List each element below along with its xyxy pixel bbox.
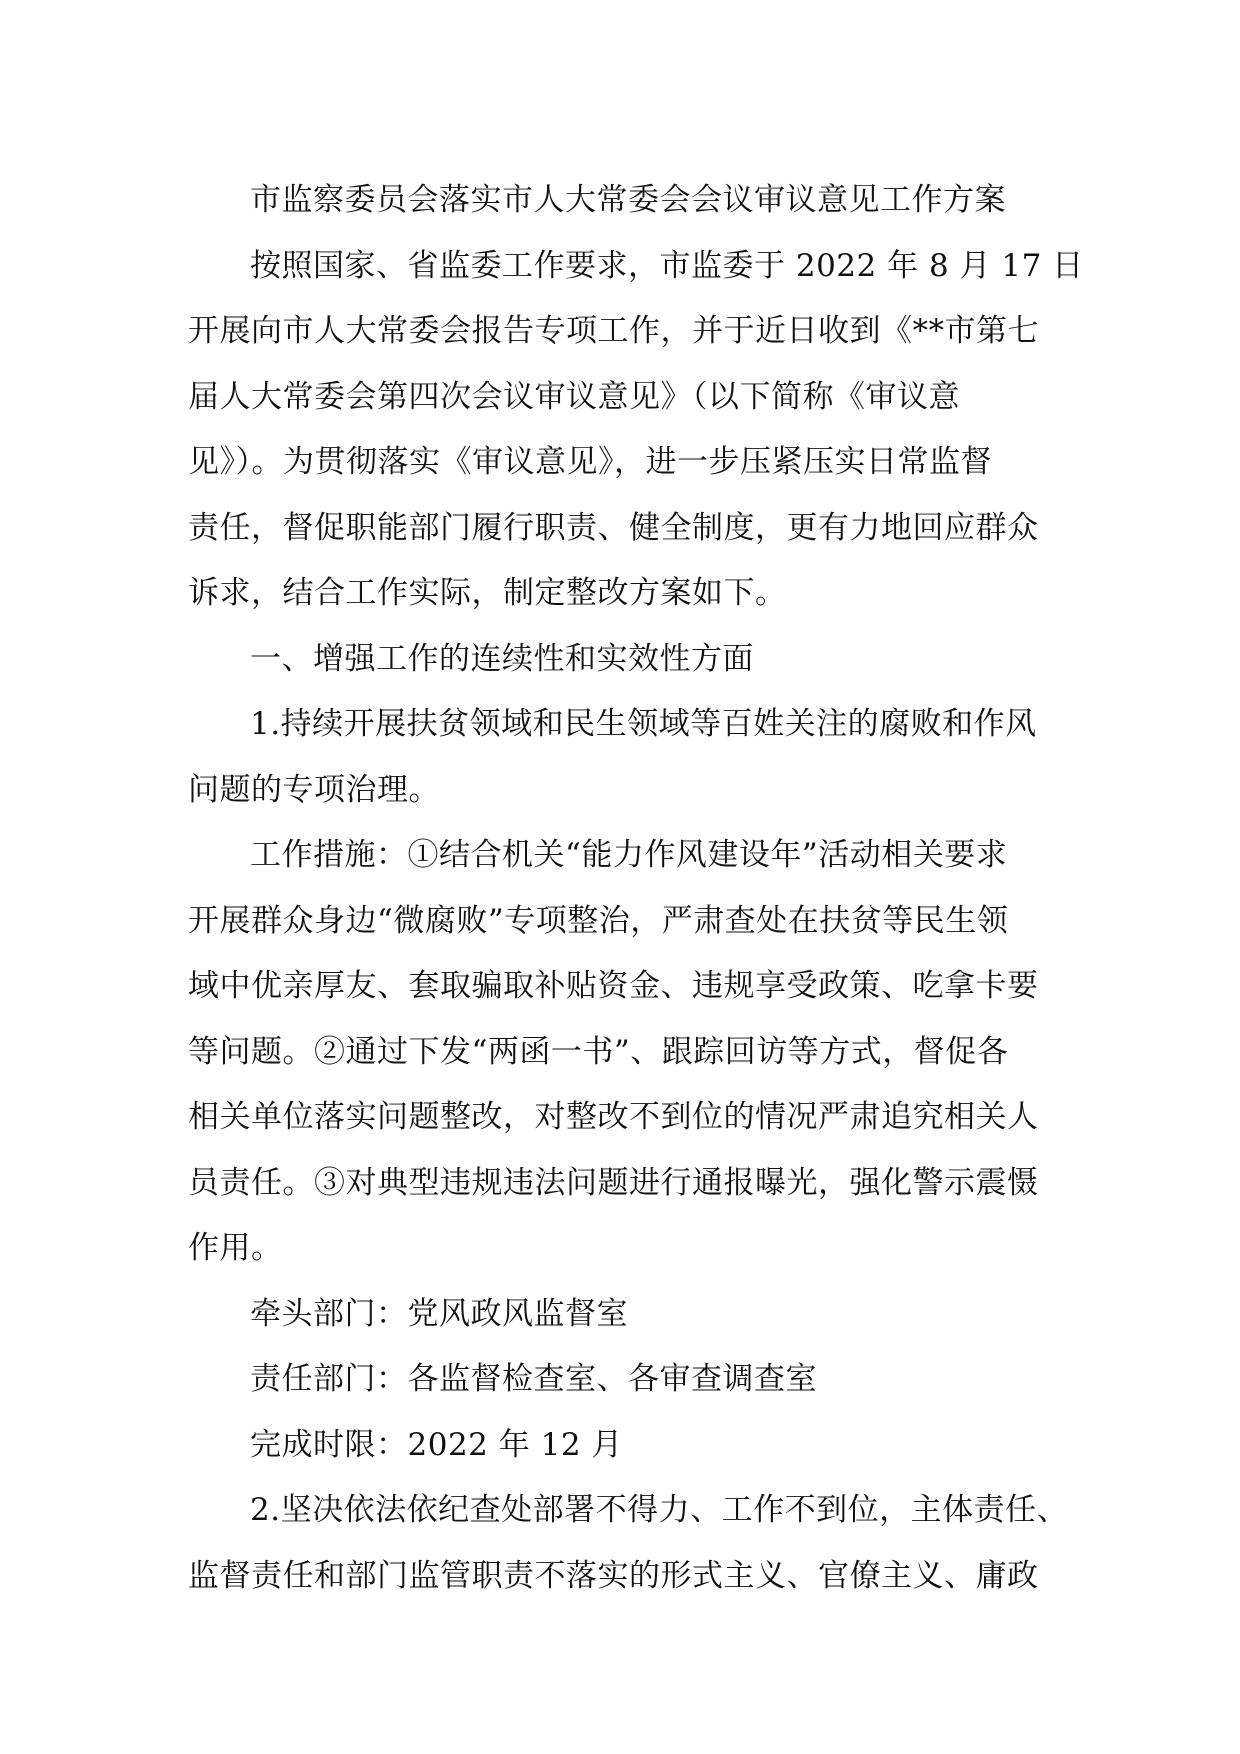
measures-line-7: 作用。 — [188, 1230, 283, 1266]
intro-line-4: 见》）。为贯彻落实《审议意见》，进一步压紧压实日常监督 — [188, 444, 992, 480]
measures-line-3: 域中优亲厚友、套取骗取补贴资金、违规享受政策、吃拿卡要 — [188, 968, 1039, 1004]
item-1-line-1: 1.持续开展扶贫领域和民生领域等百姓关注的腐败和作风 — [250, 706, 1037, 742]
responsible-department: 责任部门：各监督检查室、各审查调查室 — [250, 1361, 817, 1397]
intro-line-1: 按照国家、省监委工作要求，市监委于 2022 年 8 月 17 日 — [250, 247, 1084, 284]
measures-line-2: 开展群众身边“微腐败”专项整治，严肃查处在扶贫等民生领 — [188, 902, 1009, 939]
document-body — [188, 168, 1084, 1609]
intro-line-5: 责任，督促职能部门履行职责、健全制度，更有力地回应群众 — [188, 509, 1039, 546]
measures-line-4: 等问题。②通过下发“两函一书”、跟踪回访等方式，督促各 — [188, 1033, 1009, 1070]
intro-line-2: 开展向市人大常委会报告专项工作，并于近日收到《**市第七 — [188, 313, 1039, 349]
item-2-line-2: 监督责任和部门监管职责不落实的形式主义、官僚主义、庸政 — [188, 1557, 1039, 1594]
measures-line-6: 员责任。③对典型违规违法问题进行通报曝光，强化警示震慑 — [188, 1164, 1039, 1201]
intro-line-6: 诉求，结合工作实际，制定整改方案如下。 — [188, 575, 787, 611]
measures-line-1: 工作措施：①结合机关“能力作风建设年”活动相关要求 — [250, 837, 1008, 873]
lead-department: 牵头部门：党风政风监督室 — [250, 1295, 628, 1332]
item-1-line-2: 问题的专项治理。 — [188, 771, 440, 808]
item-2-line-1: 2.坚决依法依纪查处部署不得力、工作不到位，主体责任、 — [250, 1492, 1069, 1528]
intro-line-3: 届人大常委会第四次会议审议意见》（以下简称《审议意 — [188, 378, 960, 415]
completion-deadline: 完成时限：2022 年 12 月 — [250, 1426, 623, 1463]
document-title: 市监察委员会落实市人大常委会会议审议意见工作方案 — [250, 182, 1006, 218]
section-heading-1: 一、增强工作的连续性和实效性方面 — [250, 640, 754, 677]
measures-line-5: 相关单位落实问题整改，对整改不到位的情况严肃追究相关人 — [188, 1099, 1039, 1135]
